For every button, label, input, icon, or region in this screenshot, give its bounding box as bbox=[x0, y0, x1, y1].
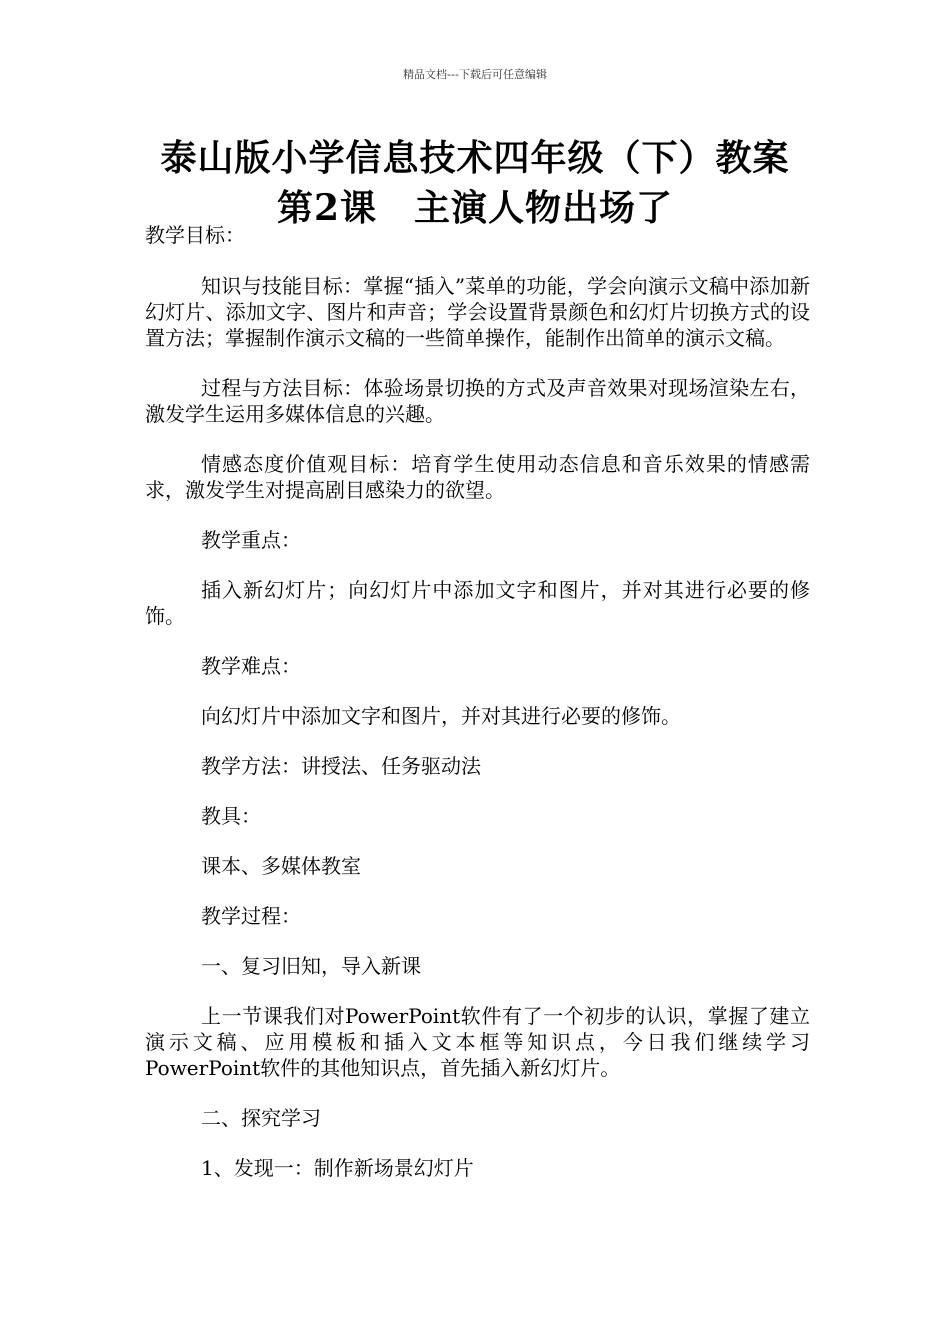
paragraph-teaching-method: 教学方法：讲授法、任务驱动法 bbox=[201, 754, 481, 778]
paragraph-process-objective: 过程与方法目标：体验场景切换的方式及声音效果对现场渲染左右，激发学生运用多媒体信息的兴趣。 bbox=[145, 376, 810, 426]
document-title: 泰山版小学信息技术四年级（下）教案 bbox=[160, 137, 790, 179]
paragraph-teaching-aids: 课本、多媒体教室 bbox=[201, 854, 361, 878]
section-heading-teaching-process: 教学过程： bbox=[201, 904, 301, 928]
document-body bbox=[145, 222, 810, 1205]
section-heading-teaching-aids: 教具： bbox=[201, 804, 261, 828]
section-heading-difficulties: 教学难点： bbox=[201, 654, 301, 678]
paragraph-key-points: 插入新幻灯片；向幻灯片中添加文字和图片，并对其进行必要的修饰。 bbox=[145, 578, 810, 628]
section-heading-objectives: 教学目标： bbox=[145, 223, 245, 247]
lesson-title: 第2课 主演人物出场了 bbox=[276, 187, 674, 229]
paragraph-review: 上一节课我们对PowerPoint软件有了一个初步的认识，掌握了建立演示文稿、应用模板和插入文本框等知识点，今日我们继续学习PowerPoint软件的其他知识点，首先插入新幻灯片。 bbox=[145, 1004, 810, 1080]
section-heading-review: 一、复习旧知，导入新课 bbox=[201, 954, 421, 978]
paragraph-knowledge-objective: 知识与技能目标：掌握“插入”菜单的功能，学会向演示文稿中添加新幻灯片、添加文字、图片和声音；学会设置背景颜色和幻灯片切换方式的设置方法；掌握制作演示文稿的一些简单操作，能制作出简单的演示文稿。 bbox=[145, 274, 810, 350]
paragraph-difficulties: 向幻灯片中添加文字和图片，并对其进行必要的修饰。 bbox=[201, 704, 681, 728]
section-heading-key-points: 教学重点： bbox=[201, 528, 301, 552]
paragraph-emotion-objective: 情感态度价值观目标：培育学生使用动态信息和音乐效果的情感需求，激发学生对提高剧目感染力的欲望。 bbox=[145, 452, 810, 502]
paragraph-discovery-one: 1、发现一：制作新场景幻灯片 bbox=[201, 1156, 474, 1180]
page-header-note: 精品文档---下载后可任意编辑 bbox=[403, 68, 547, 81]
section-heading-inquiry: 二、探究学习 bbox=[201, 1106, 321, 1130]
